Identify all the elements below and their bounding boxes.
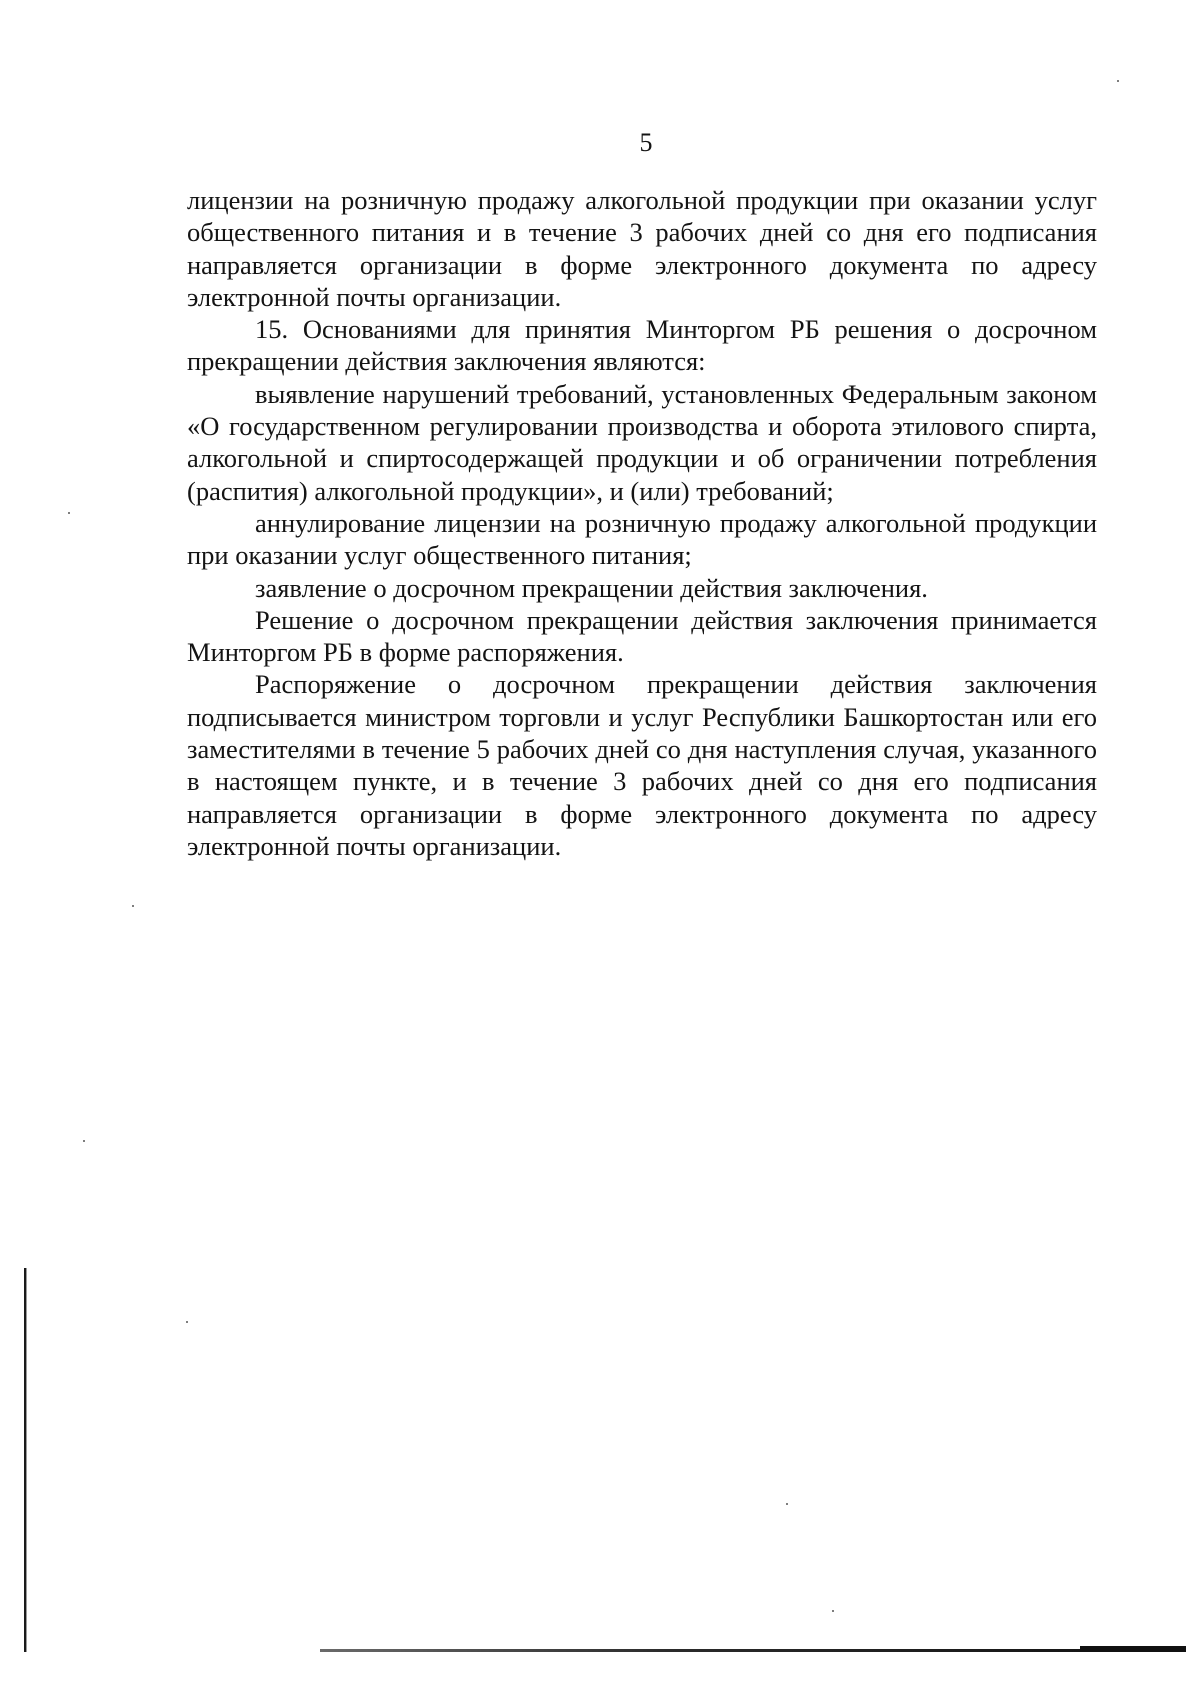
paragraph-ground-application: заявление о досрочном прекращении действия заключения. [255, 572, 928, 603]
scan-speck [1117, 80, 1119, 82]
paragraph-ground-violation: выявление нарушений требований, установленных Федеральным законом «О государственном регулировании производства и оборота этилового спирта, алкогольной и спиртосодержащей продукции и об ограничении потребления (распития) алкогольной продукции», и (или) требований; [187, 378, 1097, 506]
scan-speck [186, 1321, 188, 1323]
page-number: 5 [639, 128, 653, 157]
paragraph-ground-annulment: аннулирование лицензии на розничную продажу алкогольной продукции при оказании услуг общественного питания; [187, 507, 1097, 571]
paragraph-decision-form: Решение о досрочном прекращении действия заключения принимается Минторгом РБ в форме распоряжения. [187, 604, 1097, 668]
document-body [187, 184, 1097, 862]
scan-edge-line-shadow [26, 1268, 27, 1652]
scan-speck [132, 905, 134, 907]
paragraph-item-15: 15. Основаниями для принятия Минторгом РБ решения о досрочном прекращении действия заключения являются: [187, 314, 1097, 377]
scan-speck [786, 1503, 788, 1505]
paragraph-order-signing: Распоряжение о досрочном прекращении действия заключения подписывается министром торговли и услуг Республики Башкортостан или его заместителями в течение 5 рабочих дней со дня наступления случая, указанного в настоящем пункте, и в течение 3 рабочих дней со дня его подписания направляется организации в форме электронного документа по адресу электронной почты организации. [187, 669, 1097, 861]
scan-speck [832, 1610, 834, 1612]
scan-bottom-rule [320, 1649, 1186, 1652]
scan-bottom-rule-end [1080, 1646, 1186, 1652]
scan-speck [83, 1140, 85, 1142]
paragraph-license-continuation: лицензии на розничную продажу алкогольной продукции при оказании услуг общественного питания и в течение 3 рабочих дней со дня его подписания направляется организации в форме электронного документа по адресу электронной почты организации. [187, 185, 1097, 312]
scan-speck [68, 512, 70, 514]
